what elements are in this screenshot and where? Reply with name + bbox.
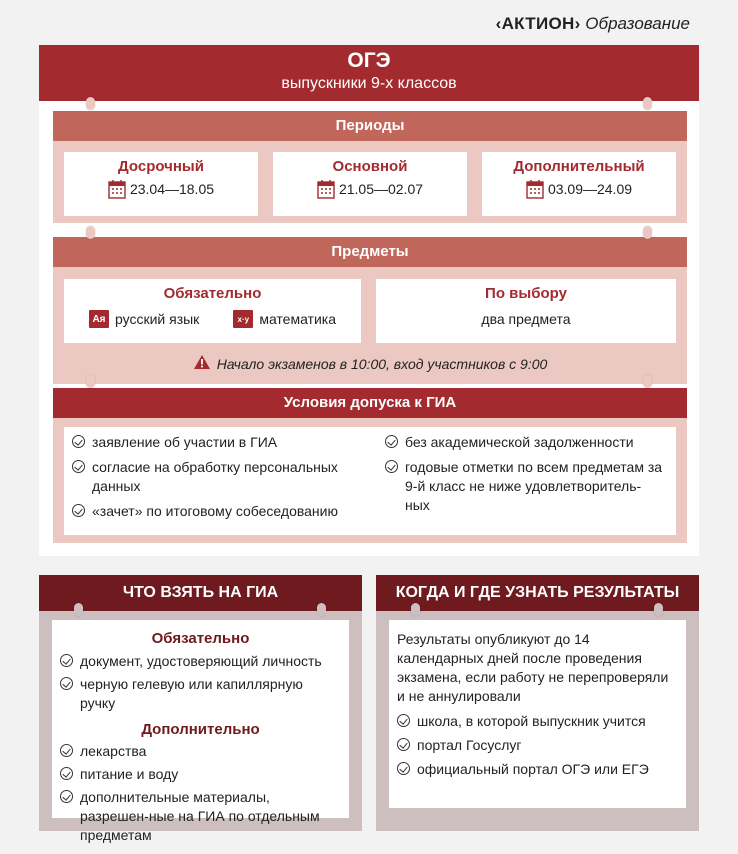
- page-subtitle: выпускники 9-х классов: [281, 75, 457, 92]
- calendar-icon: [526, 179, 544, 199]
- period-card-main: [273, 152, 467, 216]
- period-card-early: [64, 152, 258, 216]
- check-icon: [385, 460, 398, 473]
- list-item: черную гелевую или капиллярную ручку: [60, 675, 341, 713]
- pin-decoration: [411, 603, 420, 616]
- period-dates: 23.04—18.05: [129, 181, 215, 197]
- admission-card: [64, 427, 676, 535]
- check-icon: [385, 435, 398, 448]
- period-dates: 21.05—02.07: [338, 181, 424, 197]
- check-icon: [60, 677, 73, 690]
- brand-part1: ‹АКТИОН›: [495, 14, 581, 33]
- page-title: ОГЭ: [347, 49, 391, 72]
- what-to-take-title: ЧТО ВЗЯТЬ НА ГИА: [39, 575, 362, 611]
- oge-infographic: [39, 45, 699, 556]
- list-item: питание и воду: [60, 765, 341, 784]
- check-icon: [60, 744, 73, 757]
- results-title: КОГДА И ГДЕ УЗНАТЬ РЕЗУЛЬТАТЫ: [376, 575, 699, 611]
- exam-notice: [53, 354, 687, 373]
- subjects-panel: [53, 237, 687, 384]
- optional-subjects-card: [376, 279, 676, 343]
- list-item: портал Госуслуг: [397, 736, 678, 755]
- russian-language-icon: Ая: [89, 310, 109, 328]
- pin-decoration: [643, 226, 652, 239]
- main-header: [39, 45, 699, 101]
- results-card: [389, 620, 686, 808]
- math-icon: x·y: [233, 310, 253, 328]
- list-item: официальный портал ОГЭ или ЕГЭ: [397, 760, 678, 779]
- periods-title: Периоды: [53, 111, 687, 141]
- check-icon: [60, 790, 73, 803]
- periods-panel: [53, 111, 687, 223]
- results-section: [376, 575, 699, 831]
- check-icon: [397, 762, 410, 775]
- subjects-title: Предметы: [53, 237, 687, 267]
- mandatory-subjects-title: Обязательно: [163, 285, 262, 302]
- list-item: без академической задолженности: [385, 433, 665, 452]
- check-icon: [72, 504, 85, 517]
- period-card-additional: [482, 152, 676, 216]
- check-icon: [60, 767, 73, 780]
- optional-subjects-text: два предмета: [481, 311, 571, 327]
- list-item: заявление об участии в ГИА: [72, 433, 362, 452]
- period-name: Досрочный: [118, 158, 204, 175]
- pin-decoration: [317, 603, 326, 616]
- period-name: Основной: [332, 158, 408, 175]
- take-additional-title: Дополнительно: [141, 721, 260, 738]
- pin-decoration: [86, 375, 95, 388]
- check-icon: [397, 714, 410, 727]
- mandatory-subjects-card: [64, 279, 361, 343]
- notice-text: Начало экзаменов в 10:00, вход участников с 9:00: [216, 355, 548, 372]
- list-item: согласие на обработку персональных данных: [72, 458, 362, 496]
- subject-label: математика: [259, 311, 337, 327]
- check-icon: [60, 654, 73, 667]
- pin-decoration: [643, 375, 652, 388]
- pin-decoration: [86, 226, 95, 239]
- calendar-icon: [108, 179, 126, 199]
- list-item: «зачет» по итоговому собеседованию: [72, 502, 362, 521]
- admission-title: Условия допуска к ГИА: [53, 388, 687, 418]
- period-dates: 03.09—24.09: [547, 181, 633, 197]
- list-item: дополнительные материалы, разрешен-ные на ГИА по отдельным предметам: [60, 788, 341, 845]
- optional-subjects-title: По выбору: [485, 285, 567, 302]
- what-to-take-section: [39, 575, 362, 843]
- check-icon: [72, 460, 85, 473]
- brand-part2: Образование: [585, 14, 690, 33]
- admission-panel: [53, 388, 687, 543]
- check-icon: [397, 738, 410, 751]
- brand-logo: [496, 14, 690, 34]
- pin-decoration: [654, 603, 663, 616]
- pin-decoration: [86, 97, 95, 110]
- check-icon: [72, 435, 85, 448]
- list-item: годовые отметки по всем предметам за 9-й класс не ниже удовлетворитель-ных: [385, 458, 665, 515]
- take-mandatory-title: Обязательно: [151, 630, 250, 647]
- calendar-icon: [317, 179, 335, 199]
- subject-label: русский язык: [114, 311, 200, 327]
- list-item: школа, в которой выпускник учится: [397, 712, 678, 731]
- list-item: документ, удостоверяющий личность: [60, 652, 341, 671]
- what-to-take-card: [52, 620, 349, 843]
- warning-icon: [193, 354, 211, 373]
- period-name: Дополнительный: [513, 158, 645, 175]
- pin-decoration: [643, 97, 652, 110]
- list-item: лекарства: [60, 742, 341, 761]
- results-text: Результаты опубликуют до 14 календарных дней после проведения экзамена, если работу не перепроверяли и не аннулировали: [397, 631, 669, 704]
- pin-decoration: [74, 603, 83, 616]
